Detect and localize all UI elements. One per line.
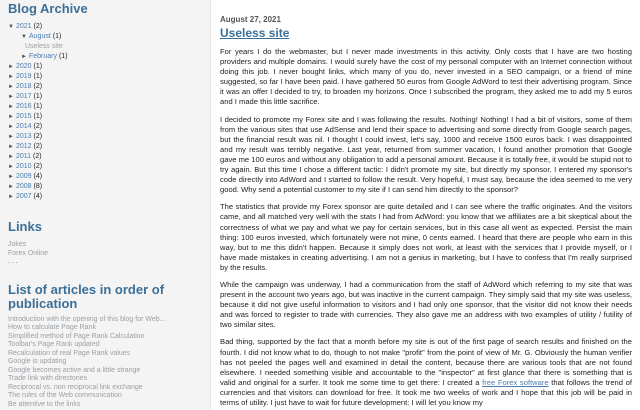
post-paragraph-text: Bad thing, supported by the fact that a month before my site is out of the first page of search results and finished on the fourth. I did not know what to do, though to not make "profit" from the point of view of Mr. G. Obviously the human verifier has not peeled the pages well and examined in detail the content, because there are various tools that are not found elsewhere. I needed something visible and accountable to the "inspector" at first glance that there is something that is valid and original for a surfer. It took me some time to get there: I created a — [220, 337, 632, 387]
archive-year-label[interactable]: 2021 — [16, 23, 32, 30]
archive-count: (2) — [33, 123, 43, 130]
archive-year-2017[interactable] — [8, 92, 210, 102]
article-link[interactable]: Reciprocal vs. non reciprocal link exchange — [8, 383, 143, 391]
archive-year-2014[interactable] — [8, 122, 210, 132]
archive-year-2010[interactable] — [8, 162, 210, 172]
article-link[interactable]: Google becomes active and a little strange — [8, 366, 141, 374]
archive-year-2019[interactable] — [8, 72, 210, 82]
expand-arrow-icon[interactable]: ► — [8, 114, 14, 120]
archive-year-2016[interactable] — [8, 102, 210, 112]
articles-heading: List of articles in order of publication — [8, 281, 165, 311]
expand-arrow-icon[interactable]: ► — [8, 94, 14, 100]
archive-year-2018[interactable] — [8, 82, 210, 92]
expand-arrow-icon[interactable]: ► — [8, 134, 14, 140]
sidebar — [0, 0, 210, 410]
expand-arrow-icon[interactable]: ► — [8, 124, 14, 130]
expand-arrow-icon[interactable]: ► — [8, 154, 14, 160]
article-link[interactable]: Trade link with directories — [8, 375, 88, 382]
archive-year-label[interactable]: 2010 — [16, 163, 32, 170]
post-paragraph: I decided to promote my Forex site and I was following the results. Nothing! Nothing! I had a bit of visitors, some of them from the various sites that use AdSense and lend their space to advertising and some directly from Google search pages, but the financial result was nil. I thought I could invest, let's say, 1000 and receive 1500 euros back. I was disappointed and my result was terribly negative. Last year, returned from summer vacation, I found another promotion that Google gave me 100 euros and without any obligation to add a personal amount. Because it is totally free, it would be stupid not to try again. But this time I chose a different tactic: I didn't promote my site, but directly my sponsor. I entered my sponsor's code directly into AdWord and I started to follow the result. Very hopeful, I must say, because the idea seemed to me very good. Why send a potential customer to my site if I can send him directly to the sponsor? — [220, 114, 632, 195]
archive-count: (1) — [58, 53, 68, 60]
expand-arrow-icon[interactable]: ► — [8, 64, 14, 70]
article-link[interactable]: Simplified method of Page Rank Calculation — [8, 332, 145, 340]
archive-year-2021[interactable] — [8, 22, 210, 32]
archive-year-2015[interactable] — [8, 112, 210, 122]
archive-year-2012[interactable] — [8, 142, 210, 152]
archive-year-label[interactable]: 2017 — [16, 93, 32, 100]
blog-archive-heading: Blog Archive — [8, 1, 88, 16]
archive-year-label[interactable]: 2020 — [16, 63, 32, 70]
archive-year-2020[interactable] — [8, 62, 210, 72]
expand-arrow-icon[interactable]: ► — [21, 54, 27, 60]
archive-month-february[interactable] — [8, 52, 210, 62]
archive-count: (1) — [33, 73, 43, 80]
article-link[interactable]: How to calculate Page Rank — [8, 324, 96, 331]
archive-month-august[interactable] — [8, 32, 210, 42]
collapse-arrow-icon[interactable]: ▼ — [8, 24, 14, 30]
post-paragraph: For years I do the webmaster, but I never made investments in this activity. Only costs that I have are two hosting providers and multiple domains. I would surely have the cost of my personal computer with an Internet connection without doing this job. I never bought links, which many of you do, never invested in a SEO campaign, or a friend of mine suggested, so far I have been paid. I have gathered 50 euros from Google AdWord to test their advertising program. Since it was an offer I decided to try, to broaden my horizons. Once I subscribed the program, they asked me to add my 5 euros and I made this little sacrifice. — [220, 47, 632, 107]
post-date: August 27, 2021 — [220, 15, 281, 24]
expand-arrow-icon[interactable]: ► — [8, 104, 14, 110]
expand-arrow-icon[interactable]: ► — [8, 164, 14, 170]
archive-year-2011[interactable] — [8, 152, 210, 162]
column-divider — [210, 0, 211, 410]
links-heading: Links — [8, 219, 42, 234]
archive-count: (2) — [33, 23, 43, 30]
article-link[interactable]: Recalculation of real Page Rank values — [8, 349, 131, 357]
link-jokes[interactable]: Jokes — [8, 241, 27, 248]
post-body — [220, 47, 632, 408]
expand-arrow-icon[interactable]: ► — [8, 194, 14, 200]
article-link[interactable]: Be attentive to the links — [8, 400, 81, 408]
archive-year-label[interactable]: 2011 — [16, 153, 32, 160]
expand-arrow-icon[interactable]: ► — [8, 184, 14, 190]
expand-arrow-icon[interactable]: ► — [8, 174, 14, 180]
post-paragraph — [220, 337, 632, 408]
links-ellipsis: . . . — [8, 258, 18, 265]
archive-count: (1) — [33, 113, 43, 120]
archive-count: (2) — [33, 133, 43, 140]
links-list — [8, 241, 210, 267]
archive-count: (4) — [33, 193, 43, 200]
archive-count: (1) — [33, 103, 43, 110]
archive-count: (2) — [33, 163, 43, 170]
free-forex-software-link[interactable]: free Forex software — [482, 377, 549, 387]
archive-year-label[interactable]: 2009 — [16, 173, 32, 180]
archive-count: (1) — [33, 63, 43, 70]
archive-count: (2) — [33, 153, 42, 160]
article-link[interactable]: Introduction with the opening of this blog for Web... — [8, 315, 166, 323]
article-link[interactable]: The rules of the Web communication — [8, 392, 122, 399]
article-link[interactable]: Google is updating — [8, 358, 67, 365]
post-paragraph-text: that follows the trend of currencies and that visitors can download for free. It took me two weeks of work and I hope that this job will be paid in terms of utility. I just have to wait for future development: I will let you know my — [220, 377, 632, 407]
archive-count: (2) — [33, 83, 43, 90]
articles-list — [8, 316, 210, 410]
expand-arrow-icon[interactable]: ► — [8, 144, 14, 150]
archive-month-label[interactable]: February — [29, 53, 58, 60]
article-link[interactable]: Toolbar's Page Rank updated — [8, 341, 100, 348]
archive-month-label[interactable]: August — [29, 33, 51, 40]
expand-arrow-icon[interactable]: ► — [8, 84, 14, 90]
post-title[interactable]: Useless site — [220, 26, 290, 40]
archive-tree — [8, 22, 210, 202]
archive-year-2008[interactable] — [8, 182, 210, 192]
archive-count: (8) — [33, 183, 43, 190]
archive-year-label[interactable]: 2018 — [16, 83, 32, 90]
expand-arrow-icon[interactable]: ► — [8, 74, 14, 80]
archive-post-useless-site[interactable]: Useless site — [25, 43, 63, 50]
archive-year-2007[interactable] — [8, 192, 210, 202]
post-content — [220, 0, 632, 410]
archive-year-label[interactable]: 2016 — [16, 103, 32, 110]
archive-year-label[interactable]: 2007 — [16, 193, 32, 200]
archive-year-2009[interactable] — [8, 172, 210, 182]
archive-count: (2) — [33, 143, 43, 150]
archive-count: (1) — [33, 93, 43, 100]
archive-year-2013[interactable] — [8, 132, 210, 142]
archive-year-label[interactable]: 2019 — [16, 73, 32, 80]
archive-count: (1) — [52, 33, 62, 40]
post-paragraph: While the campaign was underway, I had a communication from the staff of AdWord which referring to my site that was present in the account two years ago, but was inactive in the current campaign. They simply said that my site was useless, because it did not give useful information to visitors and I had only one sponsor, that the visitor did not know their needs and was forced to register to trade with currencies. They also gave me an address with two examples of utility / futility of two similar sites. — [220, 279, 632, 330]
archive-count: (4) — [33, 173, 43, 180]
archive-year-label[interactable]: 2012 — [16, 143, 32, 150]
archive-year-label[interactable]: 2013 — [16, 133, 32, 140]
archive-year-label[interactable]: 2014 — [16, 123, 32, 130]
archive-year-label[interactable]: 2015 — [16, 113, 32, 120]
collapse-arrow-icon[interactable]: ▼ — [21, 34, 27, 40]
link-forex-online[interactable]: Forex Online — [8, 249, 49, 257]
post-paragraph: The statistics that provide my Forex sponsor are quite detailed and I can see where the traffic originates. And the visitors came, and all matched very well with the stats I had from AdWord: you know that we affiliates are a bit skeptical about the correctness of what we pay and what we pay for certain services, but in this case all went as expected. Persist the main thing: 100 euros invested, which fortunately were not mine, 0 cents earned. I heard that there are people who earn in this way, but to me this didn't happen. Because it simply does not work, at least with the services that I provide myself, or I have made mistakes in creating advertising. I am not a genius in marketing, but I have to confess that I'm really surprised by the results. — [220, 202, 632, 272]
archive-year-label[interactable]: 2008 — [16, 183, 32, 190]
